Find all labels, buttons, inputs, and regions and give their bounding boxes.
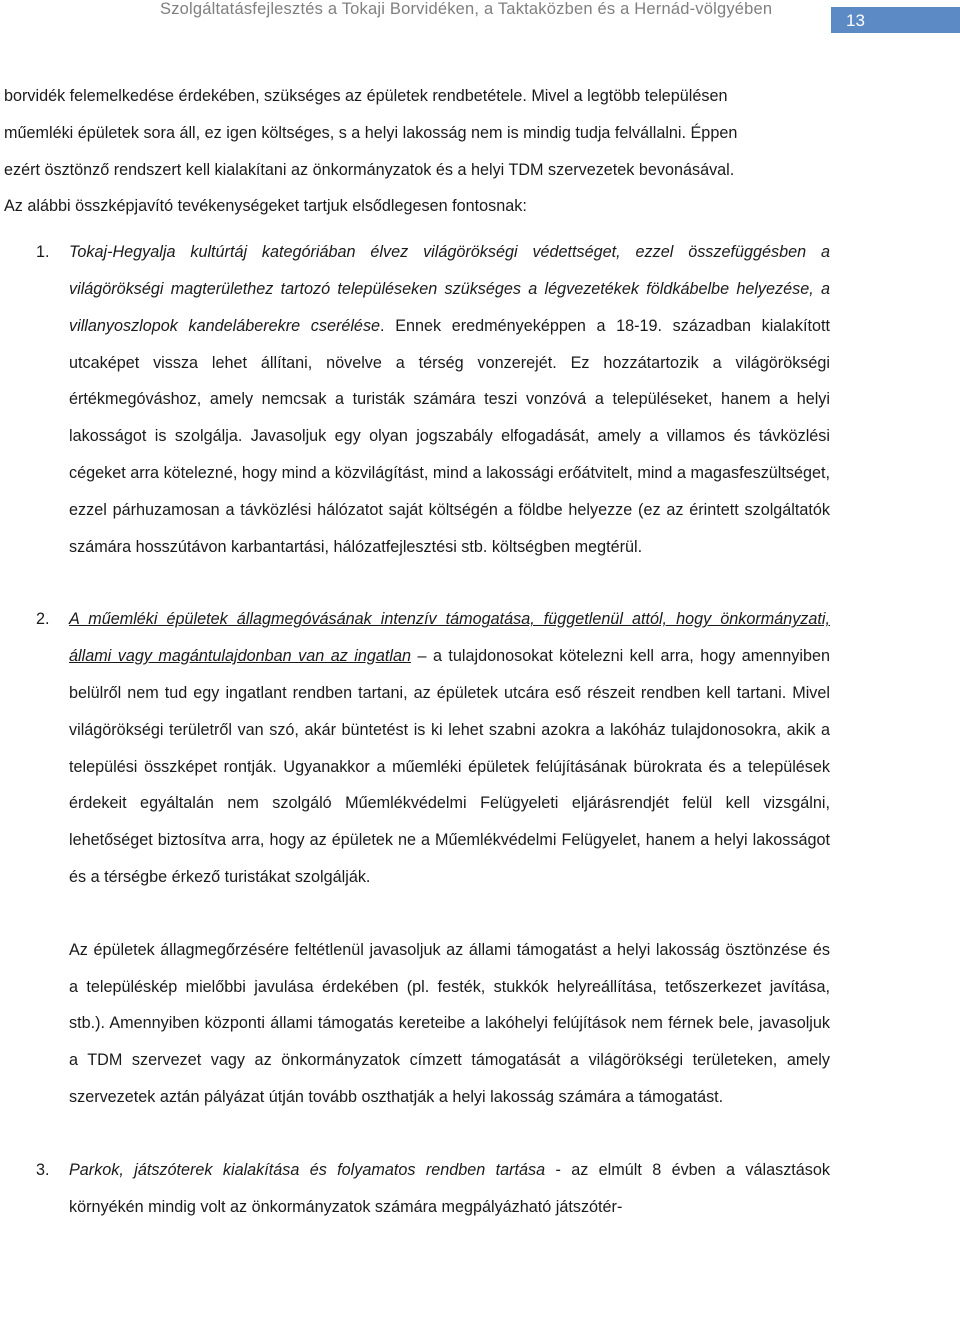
list-item-number: 2. [36,610,50,629]
list-item-number: 1. [36,243,50,262]
list-item-2 [0,601,960,1115]
item-body: . Ennek eredményeképpen a 18-19. században kialakított utcaképet vissza lehet állítani, növelve a térség vonzerejét. Ez hozzátartozik a világörökségi értékmegóváshoz, amely nemcsak a turisták számára teszi vonzóvá a településeket, hanem a helyi lakosságot is szolgálja. Javasoljuk egy olyan jogszabály elfogadását, amely a villamos és távközlési cégeket arra kötelezné, hogy mind a közvilágítást, mind a lakossági erőátvitelt, mind a magasfeszültséget, ezzel párhuzamosan a távközlési hálózatot saját költségén a földbe helyezze (ez az érintett szolgáltatók számára hosszútávon karbantartási, hálózatfejlesztési stb. költségben megtérül. [69,316,830,556]
document-body [0,78,960,1225]
list-item-1 [0,234,960,565]
header-title: Szolgáltatásfejlesztés a Tokaji Borvidéken, a Taktaközben és a Hernád-völgyében [160,0,773,18]
intro-line: borvidék felemelkedése érdekében, szükséges az épületek rendbetétele. Mivel a legtöbb településen [4,87,728,105]
item-body: - az elmúlt 8 évben a választások környékén mindig volt az önkormányzatok számára megpályázható játszótér- [69,1160,830,1216]
italic-lead: A műemléki épületek állagmegóvásának intenzív támogatása, függetlenül attól, hogy önkormányzati, állami vagy magántulajdonban van az ingatlan [69,610,830,666]
list-item-text [69,601,830,895]
list-item-text [69,234,830,565]
italic-lead: Parkok, játszóterek kialakítása és folyamatos rendben tartása [69,1160,546,1179]
intro-line: Az alábbi összképjavító tevékenységeket tartjuk elsődlegesen fontosnak: [4,197,527,216]
sub-paragraph: Az épületek állagmegőrzésére feltétlenül javasoljuk az állami támogatást a helyi lakosság ösztönzése és a településkép mielőbbi javulása érdekében (pl. festék, stukkók helyreállítása, tetőszerkezet javítása, stb.). Amennyiben központi állami támogatás kereteibe a lakóhelyi felújítások nem férnek bele, javasoljuk a TDM szervezet vagy az önkormányzatok címzett támogatását a világörökségi területeken, amely szervezetek aztán pályázat útján tovább oszthatják a helyi lakosság számára a támogatást. [69,940,830,1106]
list-item-text [69,1152,830,1226]
page-header [0,0,960,36]
intro-line: műemléki épületek sora áll, ez igen költséges, s a helyi lakosság nem is mindig tudja felvállalni. Éppen [4,123,738,142]
intro-paragraph [0,78,960,225]
italic-lead: Tokaj-Hegyalja kultúrtáj kategóriában élvez világörökségi védettséget, ezzel összefüggésben a világörökségi magterülethez tartozó településeken szükséges a légvezetékek földkábelbe helyezése, a villanyoszlopok kandeláberekre cserélése [69,243,830,335]
page-number-badge: 13 [831,7,960,33]
intro-line: ezért ösztönző rendszert kell kialakítani az önkormányzatok és a helyi TDM szervezetek bevonásával. [4,160,735,179]
item-body: – a tulajdonosokat kötelezni kell arra, hogy amennyiben belülről nem tud egy ingatlant rendben tartani, az épületek utcára eső részeit rendben kell tartani. Mivel világörökségi területről van szó, akár büntetést is ki lehet szabni azokra a lakóház tulajdonosokra, akik a települési összképet rontják. Ugyanakkor a műemléki épületek felújításának bürokrata és a települések érdekeit egyáltalán nem szolgáló Műemlékvédelmi Felügyeleti eljárásrendjét felül kell vizsgálni, lehetőséget biztosítva arra, hogy az épületek ne a Műemlékvédelmi Felügyelet, hanem a helyi lakosságot és a térségbe érkező turistákat szolgálják. [69,647,830,886]
list-item-number: 3. [36,1160,50,1179]
list-item-3 [0,1152,960,1226]
